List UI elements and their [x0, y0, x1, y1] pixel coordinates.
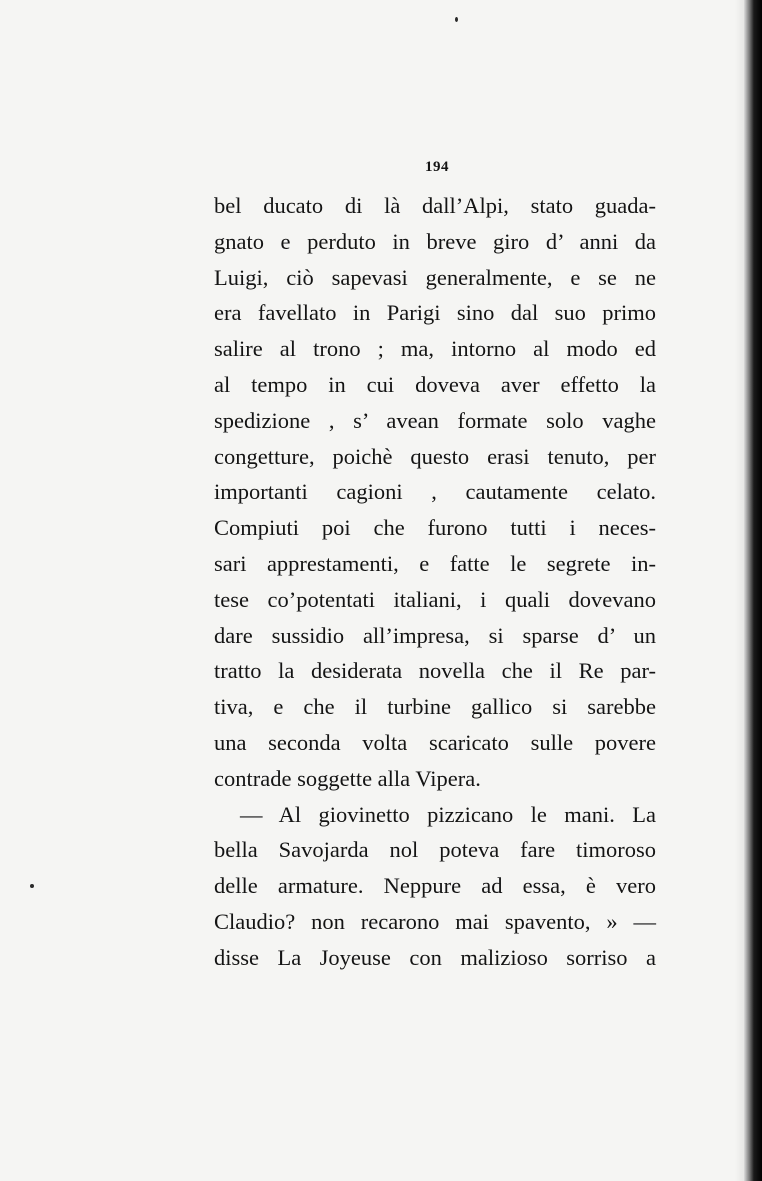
text-line: era favellato in Parigi sino dal suo primo: [214, 300, 656, 326]
text-line: delle armature. Neppure ad essa, è vero: [214, 873, 656, 899]
text-line: dare sussidio all’impresa, si sparse d’ un: [214, 622, 656, 648]
text-line: salire al trono ; ma, intorno al modo ed: [214, 336, 656, 362]
text-line: congetture, poichè questo erasi tenuto, per: [214, 443, 656, 469]
text-line: una seconda volta scaricato sulle povere: [214, 729, 656, 755]
text-line: tratto la desiderata novella che il Re par-: [214, 658, 656, 684]
text-line: — Al giovinetto pizzicano le mani. La: [240, 801, 656, 827]
text-line: importanti cagioni , cautamente celato.: [214, 479, 656, 505]
text-line: Compiuti poi che furono tutti i neces-: [214, 515, 656, 541]
text-line: gnato e perduto in breve giro d’ anni da: [214, 228, 656, 254]
text-line: Luigi, ciò sapevasi generalmente, e se ne: [214, 264, 656, 290]
text-line: tese co’potentati italiani, i quali dovevano: [214, 586, 656, 612]
text-line: Claudio? non recarono mai spavento, » —: [214, 908, 656, 934]
text-line: bella Savojarda nol poteva fare timoroso: [214, 837, 656, 863]
text-line: contrade soggette alla Vipera.: [214, 765, 481, 791]
body-text: [214, 188, 656, 976]
text-line: tiva, e che il turbine gallico si sarebbe: [214, 694, 656, 720]
book-spine-edge: [744, 0, 762, 1181]
text-line: al tempo in cui doveva aver effetto la: [214, 371, 656, 397]
page-number: 194: [425, 159, 449, 175]
text-line: spedizione , s’ avean formate solo vaghe: [214, 407, 656, 433]
ink-speck: [455, 17, 458, 22]
text-line: sari apprestamenti, e fatte le segrete in-: [214, 550, 656, 576]
ink-speck: [30, 884, 34, 888]
text-line: disse La Joyeuse con malizioso sorriso a: [214, 944, 656, 970]
text-line: bel ducato di là dall’Alpi, stato guada-: [214, 193, 656, 218]
